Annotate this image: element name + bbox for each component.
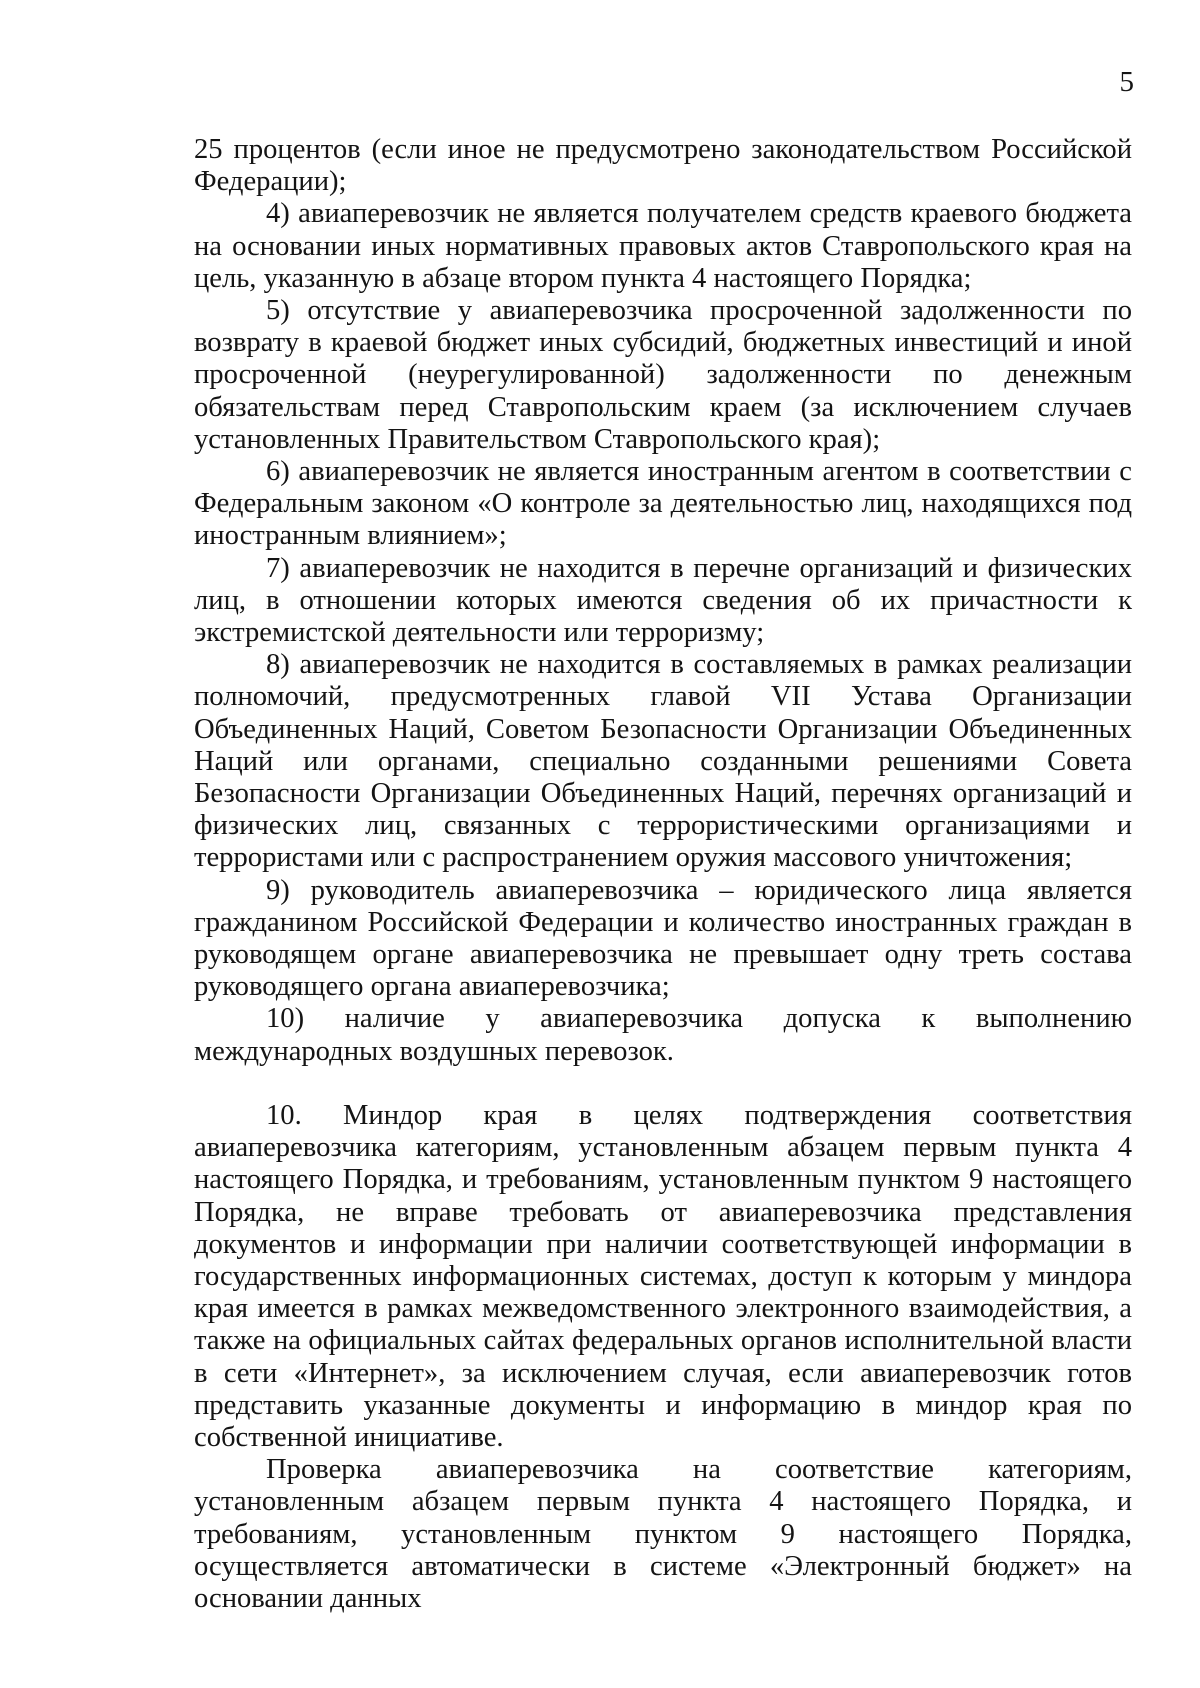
page-number: 5 [1119, 66, 1134, 98]
list-item-5: 5) отсутствие у авиаперевозчика просроченной задолженности по возврату в краевой бюджет иных субсидий, бюджетных инвестиций и иной просроченной (неурегулированной) задолженности по денежным обязательствам перед Ставропольским краем (за исключением случаев установленных Правительством Ставропольского края); [194, 295, 1132, 455]
paragraph-gap [194, 1068, 1132, 1100]
list-item-4: 4) авиаперевозчик не является получателем средств краевого бюджета на основании иных нормативных правовых актов Ставропольского края на цель, указанную в абзаце втором пункта 4 настоящего Порядка; [194, 198, 1132, 294]
document-body [194, 134, 1132, 1615]
list-item-6: 6) авиаперевозчик не является иностранным агентом в соответствии с Федеральным законом «О контроле за деятельностью лиц, находящихся под иностранным влиянием»; [194, 456, 1132, 552]
section-10-paragraph: 10. Миндор края в целях подтверждения соответствия авиаперевозчика категориям, установленным абзацем первым пункта 4 настоящего Порядка, и требованиям, установленным пунктом 9 настоящего Порядка, не вправе требовать от авиаперевозчика представления документов и информации при наличии соответствующей информации в государственных информационных системах, доступ к которым у миндора края имеется в рамках межведомственного электронного взаимодействия, а также на официальных сайтах федеральных органов исполнительной власти в сети «Интернет», за исключением случая, если авиаперевозчик готов представить указанные документы и информацию в миндор края по собственной инициативе. [194, 1099, 1132, 1453]
list-item-7: 7) авиаперевозчик не находится в перечне организаций и физических лиц, в отношении которых имеются сведения об их причастности к экстремистской деятельности или терроризму; [194, 552, 1132, 649]
paragraph-continuation: 25 процентов (если иное не предусмотрено законодательством Российской Федерации); [194, 134, 1132, 198]
list-item-8: 8) авиаперевозчик не находится в составляемых в рамках реализации полномочий, предусмотренных главой VII Устава Организации Объединенных Наций, Советом Безопасности Организации Объединенных Наций или органами, специально созданными решениями Совета Безопасности Организации Объединенных Наций, перечнях организаций и физических лиц, связанных с террористическими организациями и террористами или с распространением оружия массового уничтожения; [194, 649, 1132, 874]
list-item-9: 9) руководитель авиаперевозчика – юридического лица является гражданином Российской Федерации и количество иностранных граждан в руководящем органе авиаперевозчика не превышает одну треть состава руководящего органа авиаперевозчика; [194, 874, 1132, 1003]
verification-paragraph: Проверка авиаперевозчика на соответствие категориям, установленным абзацем первым пункта 4 настоящего Порядка, и требованиям, установленным пунктом 9 настоящего Порядка, осуществляется автоматически в системе «Электронный бюджет» на основании данных [194, 1454, 1132, 1614]
list-item-10: 10) наличие у авиаперевозчика допуска к выполнению международных воздушных перевозок. [194, 1003, 1132, 1067]
